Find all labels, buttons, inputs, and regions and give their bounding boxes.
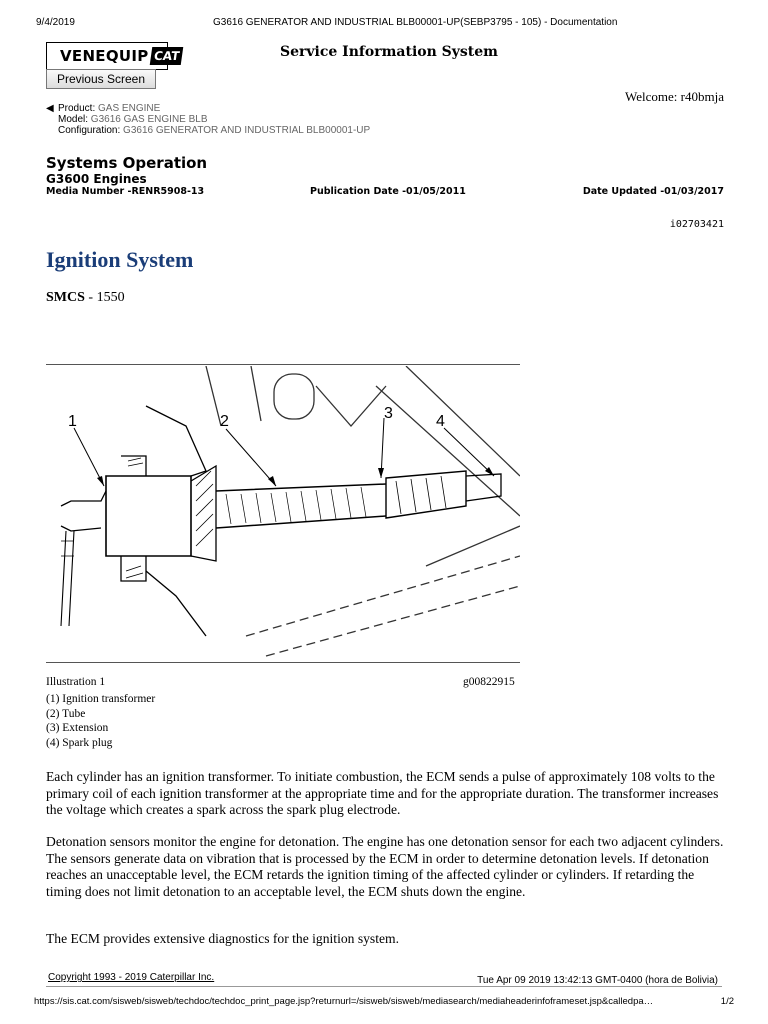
welcome-user: Welcome: r40bmja [625,89,724,104]
configuration-label: Configuration: [58,125,121,136]
print-doc-title: G3616 GENERATOR AND INDUSTRIAL BLB00001-UP(SEBP3795 - 105) - Documentation [213,17,618,28]
configuration-line [58,126,370,136]
document-id: i02703421 [669,219,724,230]
legend-item: (1) Ignition transformer [46,693,156,705]
paragraph-detonation-sensors: Detonation sensors monitor the engine for detonation. The engine has one detonation sensor for each two adjacent cylinders. The sensors generate data on vibration that is processed by the ECM in order to determine detonation levels. If detonation reaches an unacceptable level, the ECM retards the ignition timing of the affected cylinder or cylinders. If retarding the timing does not limit detonation to an acceptable level, the ECM shuts down the engine. [46,834,724,899]
print-date: 9/4/2019 [36,17,75,28]
smcs-value: - 1550 [84,290,125,305]
legend-item: (3) Extension [46,722,109,734]
model-label: Model: [58,114,89,125]
copyright-link[interactable]: Copyright 1993 - 2019 Caterpillar Inc. [48,972,215,983]
paragraph-ignition-transformer: Each cylinder has an ignition transformer. To initiate combustion, the ECM sends a pulse of approximately 108 volts to the primary coil of each ignition transformer at the appropriate time and for the appropriate duration. The transformer increases the voltage which creates a spark across the spark plug electrode. [46,769,719,817]
footer-divider [46,986,722,987]
model-line [58,115,208,125]
document-subtitle: G3600 Engines [46,172,147,186]
graphic-id: g00822915 [463,676,515,688]
site-title: Service Information System [280,44,498,60]
model-value: G3616 GAS ENGINE BLB [90,114,208,125]
product-line [58,104,160,114]
illustration-caption: Illustration 1 [46,676,106,688]
callout-1: 1 [68,413,77,430]
print-timestamp: Tue Apr 09 2019 13:42:13 GMT-0400 (hora de Bolivia) [477,975,718,986]
media-number: Media Number -RENR5908-13 [46,186,205,197]
product-label: Product: [58,103,96,114]
smcs-label: SMCS [46,290,85,305]
paragraph-diagnostics: The ECM provides extensive diagnostics for the ignition system. [46,931,400,946]
product-value: GAS ENGINE [98,103,161,114]
illustration-legend [46,692,155,750]
legend-item: (2) Tube [46,707,86,720]
section-title: Systems Operation [46,154,208,172]
back-arrow-icon[interactable]: ◀ [46,103,54,114]
date-updated: Date Updated -01/03/2017 [582,186,724,197]
logo-cat-text: CAT [149,47,183,65]
legend-item: (4) Spark plug [46,736,113,749]
callout-4: 4 [436,413,445,430]
previous-screen-button[interactable]: Previous Screen [46,69,156,89]
illustration-bottom-rule [46,662,520,663]
print-url: https://sis.cat.com/sisweb/sisweb/techdoc/techdoc_print_page.jsp?returnurl=/sisweb/sisweb/mediasearch/mediaheaderinfoframeset.jsp&calledpa… [34,996,654,1007]
logo-venequip-text: VENEQUIP [60,47,149,65]
illustration-top-rule [46,364,520,365]
smcs-code [46,290,125,306]
venequip-cat-logo [46,42,180,70]
publication-date: Publication Date -01/05/2011 [310,186,466,197]
callout-3: 3 [384,405,393,422]
page-title: Ignition System [46,247,194,272]
configuration-value: G3616 GENERATOR AND INDUSTRIAL BLB00001-UP [123,125,371,136]
page-number: 1/2 [720,996,734,1007]
callout-2: 2 [220,413,229,430]
ignition-system-illustration [46,366,520,660]
